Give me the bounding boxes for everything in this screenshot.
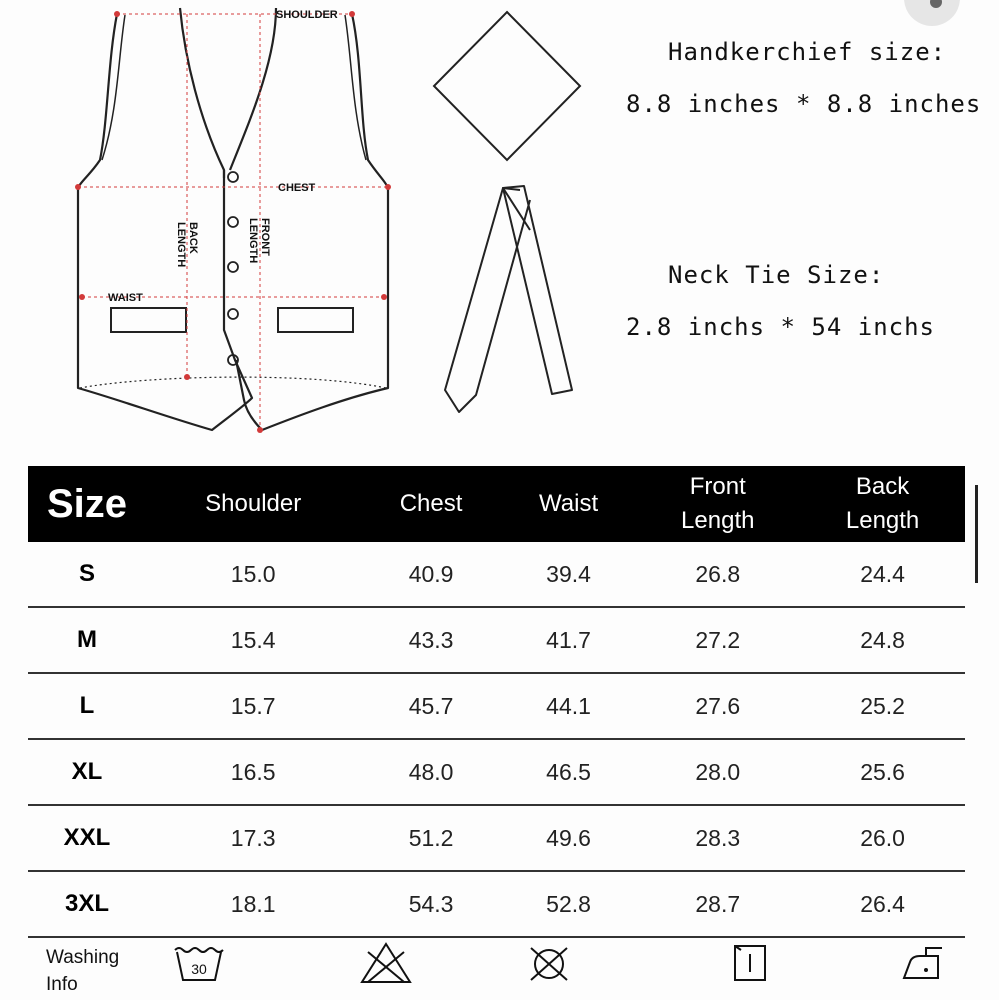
header-chest: Chest — [399, 490, 463, 517]
washing-info — [28, 930, 988, 1000]
shoulder-cell: 17.3 — [146, 805, 360, 871]
header-size: Size — [46, 482, 128, 526]
front-length-cell: 27.2 — [635, 607, 800, 673]
shoulder-cell: 18.1 — [146, 871, 360, 937]
front-length-cell: 28.7 — [635, 871, 800, 937]
header-back-length — [800, 466, 965, 542]
no-bleach-icon — [358, 940, 414, 986]
table-row — [28, 739, 965, 805]
washing-label-line1: Washing — [46, 947, 120, 968]
back-length-cell: 25.2 — [800, 673, 965, 739]
back-length-cell: 25.6 — [800, 739, 965, 805]
waist-cell: 39.4 — [502, 542, 636, 607]
back-length-cell: 26.0 — [800, 805, 965, 871]
chest-cell: 40.9 — [360, 542, 501, 607]
shoulder-cell: 15.0 — [146, 542, 360, 607]
size-cell: 3XL — [28, 871, 146, 937]
shoulder-label: SHOULDER — [276, 9, 338, 21]
shoulder-cell: 15.4 — [146, 607, 360, 673]
header-back-length-line2: Length — [845, 507, 920, 534]
table-row — [28, 542, 965, 607]
line-dry-icon — [723, 940, 779, 986]
vest-outline — [78, 8, 388, 430]
right-pocket — [278, 308, 353, 332]
waist-cell: 52.8 — [502, 871, 636, 937]
waist-cell: 44.1 — [502, 673, 636, 739]
back-length-cell: 26.4 — [800, 871, 965, 937]
wash-30-icon — [171, 940, 227, 986]
table-header-row — [28, 466, 965, 542]
iron-icon — [896, 940, 952, 986]
handkerchief-title: Handkerchief size: — [668, 38, 947, 66]
front-length-cell: 28.0 — [635, 739, 800, 805]
header-waist: Waist — [539, 490, 599, 517]
vest-buttons — [228, 172, 238, 365]
table-row — [28, 673, 965, 739]
waist-cell: 41.7 — [502, 607, 636, 673]
vest-diagram — [0, 0, 999, 450]
chest-label: CHEST — [278, 182, 316, 194]
back-length-label-1: BACK — [187, 222, 199, 254]
front-length-cell: 28.3 — [635, 805, 800, 871]
chest-cell: 48.0 — [360, 739, 501, 805]
size-cell: L — [28, 673, 146, 739]
back-length-cell: 24.4 — [800, 542, 965, 607]
header-front-length-line2: Length — [681, 507, 755, 534]
table-row — [28, 607, 965, 673]
back-length-label-2: LENGTH — [175, 222, 187, 268]
waist-cell: 46.5 — [502, 739, 636, 805]
washing-label-line2: Info — [46, 974, 78, 995]
chest-cell: 54.3 — [360, 871, 501, 937]
wash-temp-label: 30 — [191, 961, 207, 977]
chest-cell: 43.3 — [360, 607, 501, 673]
size-cell: S — [28, 542, 146, 607]
neck-tie-size: 2.8 inchs * 54 inchs — [626, 313, 935, 341]
no-tumble-dry-icon — [521, 940, 577, 986]
chest-cell: 51.2 — [360, 805, 501, 871]
size-cell: M — [28, 607, 146, 673]
header-back-length-line1: Back — [855, 473, 910, 500]
front-length-label-2: LENGTH — [247, 218, 259, 264]
left-pocket — [111, 308, 186, 332]
table-row — [28, 871, 965, 937]
neck-tie-title: Neck Tie Size: — [668, 261, 885, 289]
front-length-cell: 26.8 — [635, 542, 800, 607]
shoulder-cell: 16.5 — [146, 739, 360, 805]
chest-cell: 45.7 — [360, 673, 501, 739]
header-front-length-line1: Front — [689, 473, 746, 500]
header-front-length — [635, 466, 800, 542]
handkerchief-size: 8.8 inches * 8.8 inches — [626, 90, 982, 118]
size-cell: XL — [28, 739, 146, 805]
waist-label: WAIST — [108, 292, 143, 304]
size-cell: XXL — [28, 805, 146, 871]
waist-cell: 49.6 — [502, 805, 636, 871]
washing-info-label — [46, 944, 119, 998]
front-length-label-1: FRONT — [259, 218, 271, 256]
neck-tie-icon — [445, 186, 572, 412]
back-length-cell: 24.8 — [800, 607, 965, 673]
size-chart-table — [28, 466, 965, 938]
handkerchief-icon — [434, 12, 580, 160]
table-row — [28, 805, 965, 871]
shoulder-cell: 15.7 — [146, 673, 360, 739]
scroll-indicator — [975, 485, 978, 583]
front-length-cell: 27.6 — [635, 673, 800, 739]
measure-lines — [78, 14, 388, 430]
header-shoulder: Shoulder — [205, 490, 302, 517]
